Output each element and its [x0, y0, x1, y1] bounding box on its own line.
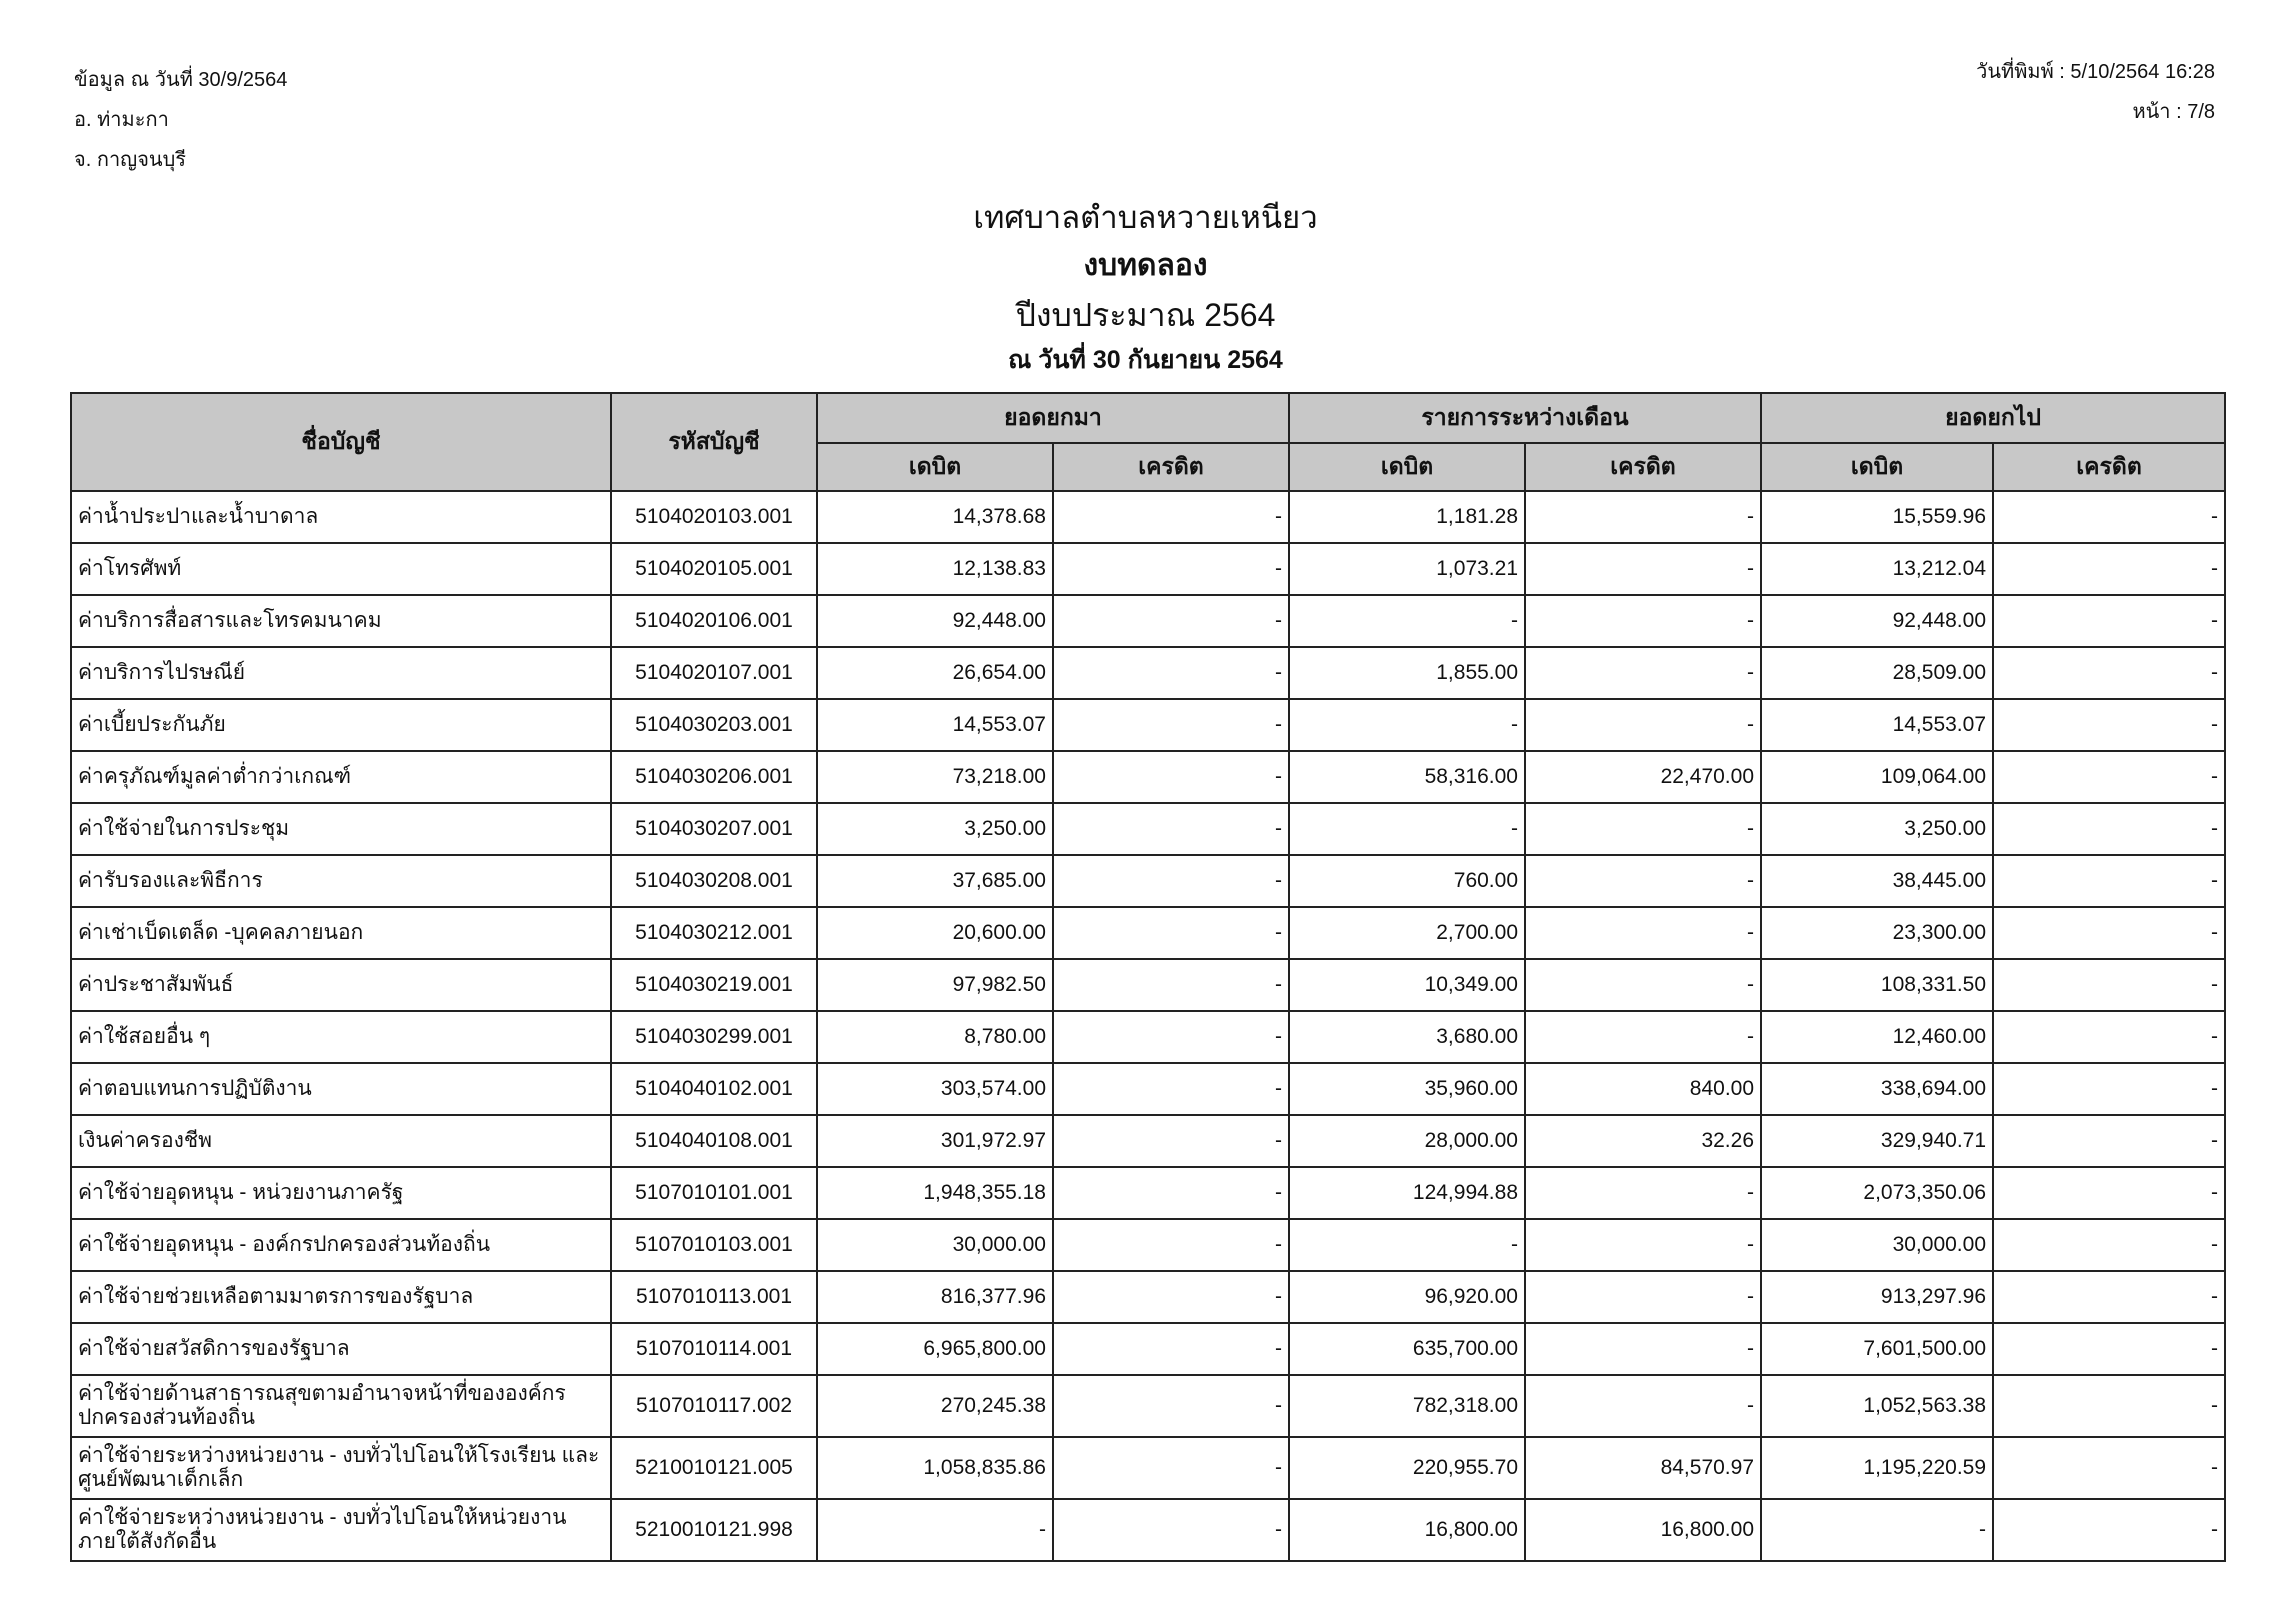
account-code: 5104030206.001 — [611, 751, 817, 803]
bf-debit: 12,138.83 — [817, 543, 1053, 595]
account-name: ค่าใช้จ่ายสวัสดิการของรัฐบาล — [71, 1323, 611, 1375]
account-code: 5104030212.001 — [611, 907, 817, 959]
data-date: ข้อมูล ณ วันที่ 30/9/2564 — [74, 69, 288, 91]
account-code: 5104020105.001 — [611, 543, 817, 595]
page-number: หน้า : 7/8 — [2132, 101, 2215, 123]
cf-debit-header: เดบิต — [1761, 443, 1993, 491]
account-code: 5104020106.001 — [611, 595, 817, 647]
bf-debit: 1,948,355.18 — [817, 1167, 1053, 1219]
account-name: ค่าใช้จ่ายช่วยเหลือตามมาตรการของรัฐบาล — [71, 1271, 611, 1323]
month-credit: - — [1525, 1375, 1761, 1437]
bf-debit: 14,553.07 — [817, 699, 1053, 751]
cf-debit: 14,553.07 — [1761, 699, 1993, 751]
month-debit: - — [1289, 803, 1525, 855]
account-code: 5210010121.005 — [611, 1437, 817, 1499]
cf-debit: 92,448.00 — [1761, 595, 1993, 647]
account-code: 5107010113.001 — [611, 1271, 817, 1323]
account-code: 5104040108.001 — [611, 1115, 817, 1167]
cf-debit: 28,509.00 — [1761, 647, 1993, 699]
cf-credit: - — [1993, 699, 2225, 751]
cf-credit: - — [1993, 803, 2225, 855]
cf-credit: - — [1993, 907, 2225, 959]
bf-credit: - — [1053, 855, 1289, 907]
account-name: ค่าเช่าเบ็ดเตล็ด -บุคคลภายนอก — [71, 907, 611, 959]
bf-debit: 30,000.00 — [817, 1219, 1053, 1271]
fiscal-year: ปีงบประมาณ 2564 — [1015, 297, 1276, 333]
cf-credit: - — [1993, 855, 2225, 907]
account-code: 5107010114.001 — [611, 1323, 817, 1375]
cf-debit: - — [1761, 1499, 1993, 1561]
month-credit: - — [1525, 1271, 1761, 1323]
month-debit: 16,800.00 — [1289, 1499, 1525, 1561]
month-credit: - — [1525, 1219, 1761, 1271]
month-credit: - — [1525, 1323, 1761, 1375]
month-debit: 782,318.00 — [1289, 1375, 1525, 1437]
table-row — [71, 959, 2225, 1011]
bf-credit: - — [1053, 1115, 1289, 1167]
bf-debit: 97,982.50 — [817, 959, 1053, 1011]
cf-credit: - — [1993, 1219, 2225, 1271]
bf-credit: - — [1053, 1063, 1289, 1115]
cf-credit: - — [1993, 1437, 2225, 1499]
table-row — [71, 1271, 2225, 1323]
account-name: ค่าใช้จ่ายด้านสาธารณสุขตามอำนาจหน้าที่ขององค์กรปกครองส่วนท้องถิ่น — [71, 1375, 611, 1437]
bf-debit: 6,965,800.00 — [817, 1323, 1053, 1375]
group-brought-forward: ยอดยกมา — [817, 393, 1289, 443]
month-credit: - — [1525, 1167, 1761, 1219]
month-credit-header: เครดิต — [1525, 443, 1761, 491]
cf-credit: - — [1993, 751, 2225, 803]
account-name: ค่าน้ำประปาและน้ำบาดาล — [71, 491, 611, 543]
table-row — [71, 1323, 2225, 1375]
bf-debit: 14,378.68 — [817, 491, 1053, 543]
month-credit: - — [1525, 491, 1761, 543]
account-code: 5107010117.002 — [611, 1375, 817, 1437]
cf-debit: 329,940.71 — [1761, 1115, 1993, 1167]
bf-debit: 37,685.00 — [817, 855, 1053, 907]
col-account-name: ชื่อบัญชี — [71, 393, 611, 491]
province: จ. กาญจนบุรี — [74, 149, 187, 171]
cf-credit: - — [1993, 1271, 2225, 1323]
month-debit: 1,855.00 — [1289, 647, 1525, 699]
group-carried-forward: ยอดยกไป — [1761, 393, 2225, 443]
bf-debit: 20,600.00 — [817, 907, 1053, 959]
bf-credit: - — [1053, 1167, 1289, 1219]
col-account-code: รหัสบัญชี — [611, 393, 817, 491]
cf-debit: 13,212.04 — [1761, 543, 1993, 595]
month-credit: - — [1525, 699, 1761, 751]
bf-credit: - — [1053, 595, 1289, 647]
month-debit: 1,073.21 — [1289, 543, 1525, 595]
account-name: ค่าใช้จ่ายในการประชุม — [71, 803, 611, 855]
cf-debit: 7,601,500.00 — [1761, 1323, 1993, 1375]
month-debit: - — [1289, 1219, 1525, 1271]
cf-debit: 30,000.00 — [1761, 1219, 1993, 1271]
cf-credit: - — [1993, 595, 2225, 647]
cf-debit: 3,250.00 — [1761, 803, 1993, 855]
table-row — [71, 1167, 2225, 1219]
account-code: 5107010101.001 — [611, 1167, 817, 1219]
table-row — [71, 1437, 2225, 1499]
table-row — [71, 1063, 2225, 1115]
account-name: ค่าบริการสื่อสารและโทรคมนาคม — [71, 595, 611, 647]
cf-credit: - — [1993, 959, 2225, 1011]
bf-credit: - — [1053, 1499, 1289, 1561]
table-row — [71, 595, 2225, 647]
cf-debit: 38,445.00 — [1761, 855, 1993, 907]
table-row — [71, 491, 2225, 543]
account-code: 5104020107.001 — [611, 647, 817, 699]
account-code: 5107010103.001 — [611, 1219, 817, 1271]
table-row — [71, 647, 2225, 699]
bf-debit: 73,218.00 — [817, 751, 1053, 803]
cf-credit: - — [1993, 1063, 2225, 1115]
month-debit: 58,316.00 — [1289, 751, 1525, 803]
report-title: งบทดลอง — [1083, 249, 1208, 282]
bf-debit: 301,972.97 — [817, 1115, 1053, 1167]
table-row — [71, 699, 2225, 751]
account-name: ค่าตอบแทนการปฏิบัติงาน — [71, 1063, 611, 1115]
bf-credit: - — [1053, 907, 1289, 959]
month-credit: - — [1525, 855, 1761, 907]
bf-debit: 270,245.38 — [817, 1375, 1053, 1437]
header-left — [74, 60, 287, 180]
cf-debit: 913,297.96 — [1761, 1271, 1993, 1323]
cf-credit: - — [1993, 491, 2225, 543]
cf-debit: 338,694.00 — [1761, 1063, 1993, 1115]
cf-credit: - — [1993, 647, 2225, 699]
bf-debit: 303,574.00 — [817, 1063, 1053, 1115]
account-code: 5104040102.001 — [611, 1063, 817, 1115]
month-credit: - — [1525, 647, 1761, 699]
month-debit: 10,349.00 — [1289, 959, 1525, 1011]
cf-credit: - — [1993, 1375, 2225, 1437]
account-name: เงินค่าครองชีพ — [71, 1115, 611, 1167]
bf-debit: 3,250.00 — [817, 803, 1053, 855]
month-credit: 32.26 — [1525, 1115, 1761, 1167]
month-debit: 2,700.00 — [1289, 907, 1525, 959]
month-credit: - — [1525, 907, 1761, 959]
month-credit: - — [1525, 1011, 1761, 1063]
bf-credit: - — [1053, 1011, 1289, 1063]
bf-debit-header: เดบิต — [817, 443, 1053, 491]
account-name: ค่าใช้สอยอื่น ๆ — [71, 1011, 611, 1063]
table-row — [71, 907, 2225, 959]
month-debit: 1,181.28 — [1289, 491, 1525, 543]
month-debit: 760.00 — [1289, 855, 1525, 907]
cf-credit: - — [1993, 1167, 2225, 1219]
account-code: 5210010121.998 — [611, 1499, 817, 1561]
account-name: ค่าใช้จ่ายอุดหนุน - องค์กรปกครองส่วนท้องถิ่น — [71, 1219, 611, 1271]
cf-debit: 1,052,563.38 — [1761, 1375, 1993, 1437]
month-credit: 840.00 — [1525, 1063, 1761, 1115]
table-row — [71, 1115, 2225, 1167]
month-credit: 22,470.00 — [1525, 751, 1761, 803]
month-debit: 124,994.88 — [1289, 1167, 1525, 1219]
bf-credit: - — [1053, 803, 1289, 855]
month-debit: 635,700.00 — [1289, 1323, 1525, 1375]
cf-debit: 108,331.50 — [1761, 959, 1993, 1011]
cf-credit: - — [1993, 1323, 2225, 1375]
cf-debit: 109,064.00 — [1761, 751, 1993, 803]
month-credit: - — [1525, 803, 1761, 855]
district: อ. ท่ามะกา — [74, 109, 169, 131]
bf-credit: - — [1053, 1323, 1289, 1375]
account-name: ค่ารับรองและพิธีการ — [71, 855, 611, 907]
as-of-date: ณ วันที่ 30 กันยายน 2564 — [1008, 346, 1283, 374]
bf-debit: 8,780.00 — [817, 1011, 1053, 1063]
trial-balance-table — [70, 392, 2226, 1562]
cf-credit-header: เครดิต — [1993, 443, 2225, 491]
bf-credit-header: เครดิต — [1053, 443, 1289, 491]
account-name: ค่าใช้จ่ายระหว่างหน่วยงาน - งบทั่วไปโอนให้โรงเรียน และศูนย์พัฒนาเด็กเล็ก — [71, 1437, 611, 1499]
cf-debit: 23,300.00 — [1761, 907, 1993, 959]
bf-credit: - — [1053, 1437, 1289, 1499]
cf-credit: - — [1993, 1499, 2225, 1561]
month-credit: 84,570.97 — [1525, 1437, 1761, 1499]
month-debit: - — [1289, 595, 1525, 647]
month-debit: 220,955.70 — [1289, 1437, 1525, 1499]
account-code: 5104030219.001 — [611, 959, 817, 1011]
bf-debit: 1,058,835.86 — [817, 1437, 1053, 1499]
cf-credit: - — [1993, 1011, 2225, 1063]
table-row — [71, 855, 2225, 907]
bf-credit: - — [1053, 1271, 1289, 1323]
cf-credit: - — [1993, 1115, 2225, 1167]
org-name: เทศบาลตำบลหวายเหนียว — [973, 200, 1318, 235]
account-name: ค่าบริการไปรษณีย์ — [71, 647, 611, 699]
bf-credit: - — [1053, 543, 1289, 595]
table-body — [71, 491, 2225, 1561]
table-row — [71, 543, 2225, 595]
month-debit: 28,000.00 — [1289, 1115, 1525, 1167]
month-credit: - — [1525, 595, 1761, 647]
table-row — [71, 1375, 2225, 1437]
header-right — [1976, 52, 2215, 132]
bf-credit: - — [1053, 647, 1289, 699]
cf-credit: - — [1993, 543, 2225, 595]
bf-credit: - — [1053, 1219, 1289, 1271]
bf-debit: 26,654.00 — [817, 647, 1053, 699]
cf-debit: 2,073,350.06 — [1761, 1167, 1993, 1219]
account-name: ค่าเบี้ยประกันภัย — [71, 699, 611, 751]
month-debit-header: เดบิต — [1289, 443, 1525, 491]
account-name: ค่าครุภัณฑ์มูลค่าต่ำกว่าเกณฑ์ — [71, 751, 611, 803]
account-name: ค่าประชาสัมพันธ์ — [71, 959, 611, 1011]
group-during-month: รายการระหว่างเดือน — [1289, 393, 1761, 443]
bf-credit: - — [1053, 699, 1289, 751]
table-row — [71, 751, 2225, 803]
bf-debit: - — [817, 1499, 1053, 1561]
account-code: 5104020103.001 — [611, 491, 817, 543]
table-row — [71, 803, 2225, 855]
table-row — [71, 1499, 2225, 1561]
month-credit: - — [1525, 543, 1761, 595]
bf-credit: - — [1053, 491, 1289, 543]
month-debit: 3,680.00 — [1289, 1011, 1525, 1063]
bf-credit: - — [1053, 959, 1289, 1011]
bf-credit: - — [1053, 1375, 1289, 1437]
month-credit: 16,800.00 — [1525, 1499, 1761, 1561]
table-row — [71, 1219, 2225, 1271]
account-code: 5104030208.001 — [611, 855, 817, 907]
account-name: ค่าใช้จ่ายอุดหนุน - หน่วยงานภาครัฐ — [71, 1167, 611, 1219]
month-debit: - — [1289, 699, 1525, 751]
print-date: วันที่พิมพ์ : 5/10/2564 16:28 — [1976, 61, 2215, 83]
bf-debit: 816,377.96 — [817, 1271, 1053, 1323]
table-row — [71, 1011, 2225, 1063]
cf-debit: 1,195,220.59 — [1761, 1437, 1993, 1499]
cf-debit: 15,559.96 — [1761, 491, 1993, 543]
report-titles — [0, 194, 2291, 380]
bf-credit: - — [1053, 751, 1289, 803]
cf-debit: 12,460.00 — [1761, 1011, 1993, 1063]
account-name: ค่าโทรศัพท์ — [71, 543, 611, 595]
bf-debit: 92,448.00 — [817, 595, 1053, 647]
account-code: 5104030207.001 — [611, 803, 817, 855]
account-code: 5104030203.001 — [611, 699, 817, 751]
month-debit: 35,960.00 — [1289, 1063, 1525, 1115]
month-credit: - — [1525, 959, 1761, 1011]
account-name: ค่าใช้จ่ายระหว่างหน่วยงาน - งบทั่วไปโอนให้หน่วยงานภายใต้สังกัดอื่น — [71, 1499, 611, 1561]
month-debit: 96,920.00 — [1289, 1271, 1525, 1323]
account-code: 5104030299.001 — [611, 1011, 817, 1063]
